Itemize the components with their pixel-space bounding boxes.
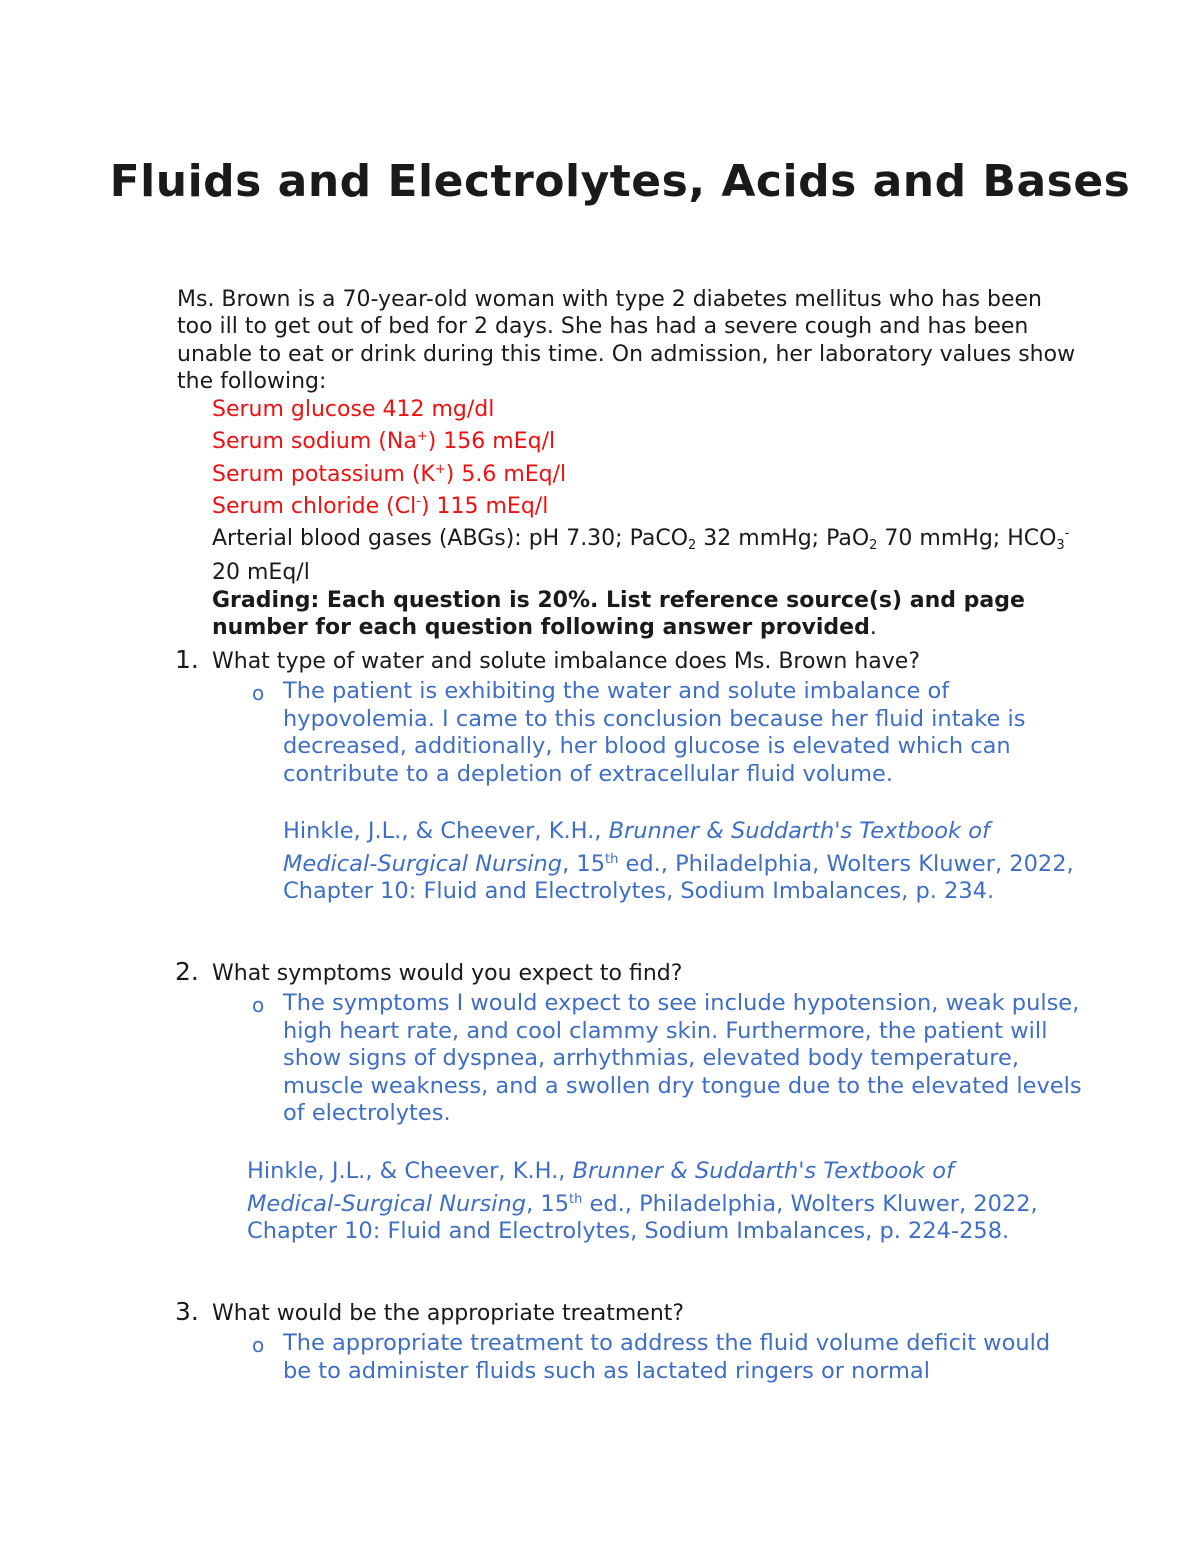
reference-2: Hinkle, J.L., & Cheever, K.H., Brunner & Suddarth's Textbook of Medical-Surgical Nursing, 15th ed., Philadelphia, Wolters Kluwer, 2022, Chapter 10: Fluid and Electrolytes, Sodium Imbalances, p. 224-258. bbox=[247, 1158, 1038, 1244]
lab-sodium: Serum sodium (Na+) 156 mEq/l bbox=[212, 429, 556, 455]
question-text: What would be the appropriate treatment? bbox=[212, 1301, 685, 1326]
case-intro: Ms. Brown is a 70-year-old woman with type 2 diabetes mellitus who has been too ill to get out of bed for 2 days. She has had a severe cough and has been unable to eat or drink during this time. On admission, her laboratory values show the following: bbox=[177, 287, 1076, 394]
question-text: What type of water and solute imbalance does Ms. Brown have? bbox=[212, 649, 921, 674]
page-title: Fluids and Electrolytes, Acids and Bases bbox=[109, 156, 1131, 207]
question-number: 3. bbox=[175, 1297, 199, 1326]
bullet-icon: o bbox=[252, 1333, 265, 1357]
question-2 bbox=[175, 958, 1075, 988]
lab-abg: Arterial blood gases (ABGs): pH 7.30; PaCO$_2$ 32 mmHg; PaO$_2$ 70 mmHg; $HCO_3^-$ 20 mEq/l bbox=[212, 526, 1070, 586]
lab-potassium: Serum potassium (K+) 5.6 mEq/l bbox=[212, 461, 567, 487]
question-number: 2. bbox=[175, 957, 199, 986]
question-number: 1. bbox=[175, 645, 199, 674]
question-3 bbox=[175, 1298, 1075, 1328]
question-text: What symptoms would you expect to find? bbox=[212, 961, 683, 986]
answer-1: The patient is exhibiting the water and solute imbalance of hypovolemia. I came to this conclusion because her fluid intake is decreased, additionally, her blood glucose is elevated which can contribute to a depletion of extracellular fluid volume. bbox=[283, 678, 1026, 787]
answer-2: The symptoms I would expect to see include hypotension, weak pulse, high heart rate, and cool clammy skin. Furthermore, the patient will show signs of dyspnea, arrhythmias, elevated body temperature, muscle weakness, and a swollen dry tongue due to the elevated levels of electrolytes. bbox=[283, 990, 1082, 1126]
bullet-icon: o bbox=[252, 681, 265, 705]
reference-1: Hinkle, J.L., & Cheever, K.H., Brunner & Suddarth's Textbook of Medical-Surgical Nursing, 15th ed., Philadelphia, Wolters Kluwer, 2022, Chapter 10: Fluid and Electrolytes, Sodium Imbalances, p. 234. bbox=[283, 818, 1074, 904]
lab-values bbox=[212, 396, 1072, 641]
lab-chloride: Serum chloride (Cl-) 115 mEq/l bbox=[212, 493, 549, 519]
answer-3: The appropriate treatment to address the fluid volume deficit would be to administer fluids such as lactated ringers or normal bbox=[283, 1330, 1051, 1384]
question-1 bbox=[175, 646, 1075, 676]
bullet-icon: o bbox=[252, 993, 265, 1017]
lab-glucose: Serum glucose 412 mg/dl bbox=[212, 397, 495, 422]
grading-note: Grading: Each question is 20%. List reference source(s) and page number for each question following answer provided. bbox=[212, 587, 1025, 641]
